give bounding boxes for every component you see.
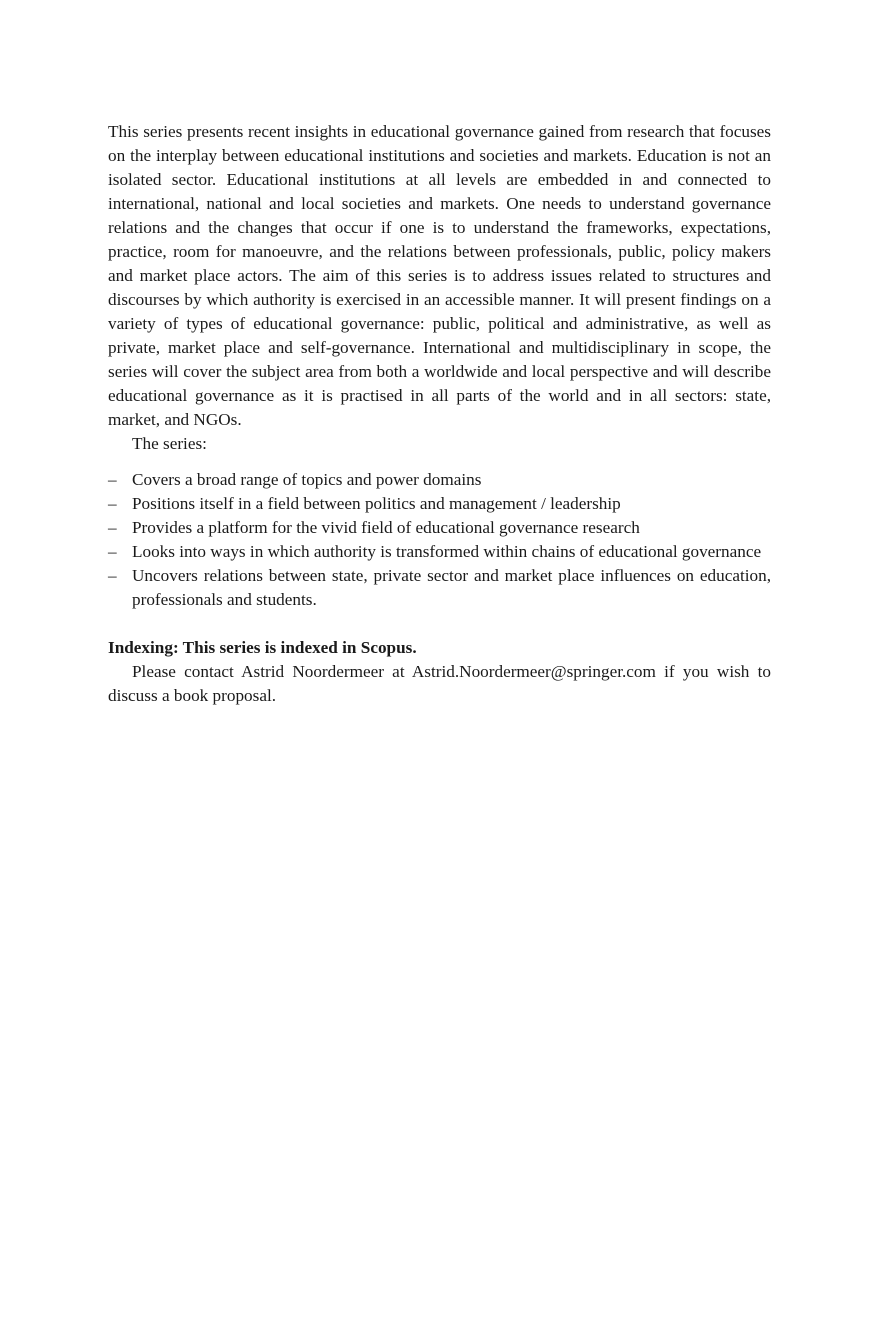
list-dash: –	[108, 566, 117, 585]
list-item-text: Covers a broad range of topics and power domains	[132, 470, 482, 489]
list-dash: –	[108, 542, 117, 561]
list-dash: –	[108, 494, 117, 513]
list-item-text: Looks into ways in which authority is transformed within chains of educational governance	[132, 542, 762, 561]
series-lead: The series:	[132, 434, 207, 453]
list-item	[108, 468, 771, 492]
list-dash: –	[108, 470, 117, 489]
series-points-list	[108, 468, 771, 612]
list-item-text: Provides a platform for the vivid field of educational governance research	[132, 518, 640, 537]
contact-paragraph: Please contact Astrid Noordermeer at Astrid.Noordermeer@springer.com if you wish to discuss a book proposal.	[108, 662, 771, 705]
list-item	[108, 516, 771, 540]
indexing-heading: Indexing: This series is indexed in Scopus.	[108, 638, 417, 657]
list-item-text: Uncovers relations between state, private sector and market place influences on education, professionals and students.	[132, 566, 771, 609]
list-item	[108, 564, 771, 612]
series-description-page	[108, 120, 771, 708]
list-item	[108, 540, 771, 564]
list-item-text: Positions itself in a field between politics and management / leadership	[132, 494, 621, 513]
intro-paragraph: This series presents recent insights in educational governance gained from research that focuses on the interplay between educational institutions and societies and markets. Education is not an isolated sector. Educational institutions at all levels are embedded in and connected to international, national and local societies and markets. One needs to understand governance relations and the changes that occur if one is to understand the frameworks, expectations, practice, room for manoeuvre, and the relations between professionals, public, policy makers and market place actors. The aim of this series is to address issues related to structures and discourses by which authority is exercised in an accessible manner. It will present findings on a variety of types of educational governance: public, political and administrative, as well as private, market place and self-governance. International and multidisciplinary in scope, the series will cover the subject area from both a worldwide and local perspective and will describe educational governance as it is practised in all parts of the world and in all sectors: state, market, and NGOs.	[108, 122, 771, 429]
list-item	[108, 492, 771, 516]
list-dash: –	[108, 518, 117, 537]
